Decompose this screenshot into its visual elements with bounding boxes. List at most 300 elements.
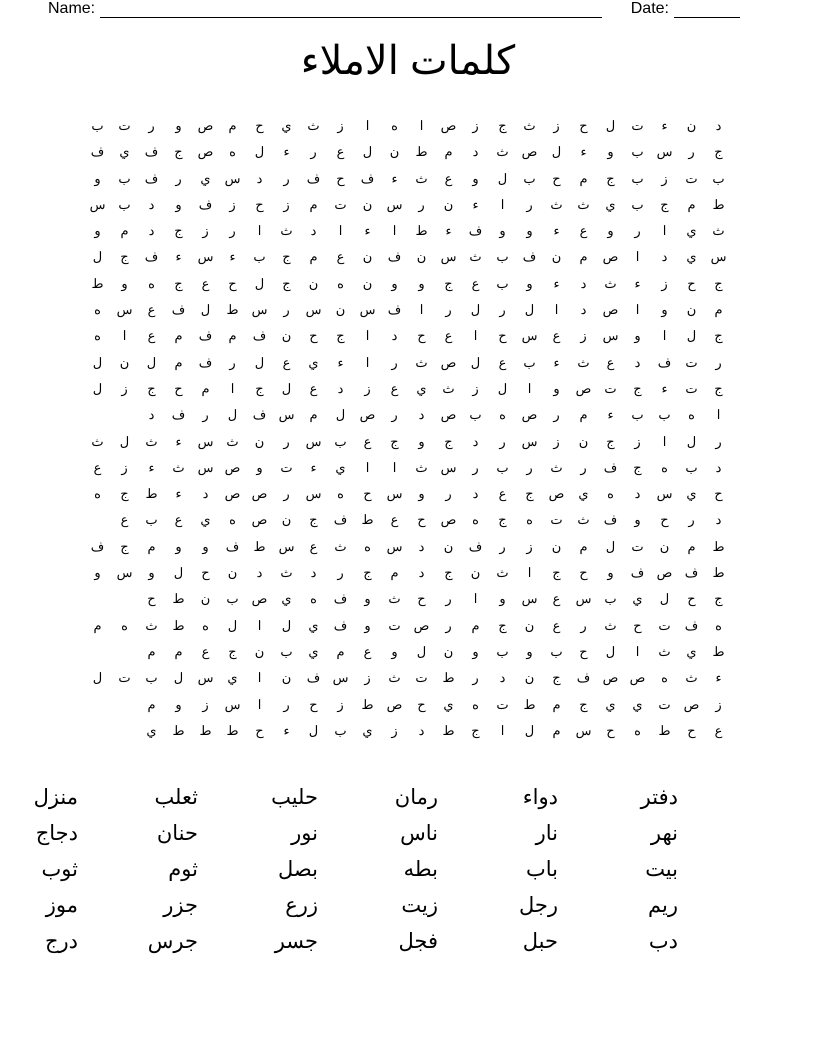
grid-letter[interactable]: ل xyxy=(551,144,562,160)
grid-letter[interactable]: و xyxy=(526,275,533,291)
grid-letter[interactable]: ي xyxy=(119,144,130,160)
grid-letter[interactable]: ج xyxy=(444,275,453,291)
grid-letter[interactable]: ص xyxy=(440,407,457,423)
grid-letter[interactable]: ر xyxy=(688,512,695,528)
grid-letter[interactable]: و xyxy=(553,380,560,396)
grid-letter[interactable]: ف xyxy=(171,302,186,318)
grid-letter[interactable]: ي xyxy=(686,249,697,265)
grid-letter[interactable]: ر xyxy=(283,486,290,502)
grid-letter[interactable]: ا xyxy=(365,328,370,344)
grid-letter[interactable]: ث xyxy=(712,223,725,239)
grid-letter[interactable]: د xyxy=(580,275,587,291)
grid-letter[interactable]: ب xyxy=(712,170,725,186)
grid-letter[interactable]: ح xyxy=(201,565,210,581)
grid-letter[interactable]: ع xyxy=(552,591,561,607)
grid-letter[interactable]: ا xyxy=(122,328,127,344)
grid-letter[interactable]: د xyxy=(472,144,479,160)
grid-letter[interactable]: و xyxy=(418,486,425,502)
grid-letter[interactable]: ب xyxy=(226,591,239,607)
grid-letter[interactable]: ب xyxy=(118,170,131,186)
grid-letter[interactable]: ث xyxy=(496,144,509,160)
grid-letter[interactable]: و xyxy=(175,118,182,133)
grid-letter[interactable]: و xyxy=(634,512,641,528)
grid-letter[interactable]: ء xyxy=(283,144,290,160)
grid-letter[interactable]: ه xyxy=(661,670,668,686)
grid-letter[interactable]: ص xyxy=(548,486,565,502)
grid-letter[interactable]: ل xyxy=(281,617,292,633)
grid-letter[interactable]: ل xyxy=(281,380,292,396)
date-blank-line[interactable] xyxy=(674,1,740,18)
grid-letter[interactable]: ث xyxy=(280,223,293,239)
grid-letter[interactable]: ع xyxy=(363,433,372,449)
grid-letter[interactable]: ت xyxy=(685,170,698,186)
grid-letter[interactable]: ب xyxy=(550,643,563,659)
grid-letter[interactable]: ي xyxy=(686,643,697,659)
grid-letter[interactable]: ا xyxy=(635,249,640,265)
grid-letter[interactable]: ث xyxy=(496,565,509,581)
grid-letter[interactable]: ع xyxy=(174,512,183,528)
grid-letter[interactable]: ث xyxy=(388,670,401,686)
grid-letter[interactable]: ث xyxy=(280,565,293,581)
grid-letter[interactable]: ط xyxy=(415,223,428,239)
grid-letter[interactable]: س xyxy=(386,538,403,554)
grid-letter[interactable]: ح xyxy=(228,275,237,291)
grid-letter[interactable]: ص xyxy=(251,486,268,502)
grid-letter[interactable]: د xyxy=(418,565,425,581)
grid-letter[interactable]: م xyxy=(174,354,183,370)
grid-letter[interactable]: ي xyxy=(443,696,454,712)
grid-letter[interactable]: و xyxy=(256,459,263,475)
grid-letter[interactable]: ج xyxy=(660,196,669,212)
grid-letter[interactable]: س xyxy=(521,591,538,607)
grid-letter[interactable]: ت xyxy=(496,696,509,712)
date-field[interactable] xyxy=(631,0,740,18)
grid-letter[interactable]: ص xyxy=(440,354,457,370)
grid-letter[interactable]: م xyxy=(579,407,588,423)
grid-letter[interactable]: ط xyxy=(712,565,725,581)
grid-letter[interactable]: ث xyxy=(307,118,320,133)
grid-letter[interactable]: ز xyxy=(634,433,641,449)
grid-letter[interactable]: م xyxy=(579,249,588,265)
grid-letter[interactable]: ج xyxy=(498,118,507,133)
grid-letter[interactable]: ج xyxy=(606,433,615,449)
grid-letter[interactable]: ن xyxy=(524,617,535,633)
grid-letter[interactable]: ه xyxy=(364,538,371,554)
grid-letter[interactable]: س xyxy=(224,170,241,186)
grid-letter[interactable]: ا xyxy=(257,617,262,633)
grid-letter[interactable]: ي xyxy=(308,643,319,659)
grid-letter[interactable]: ط xyxy=(361,696,374,712)
grid-letter[interactable]: ث xyxy=(91,433,104,449)
grid-letter[interactable]: ز xyxy=(229,196,236,212)
grid-letter[interactable]: ف xyxy=(387,249,402,265)
grid-letter[interactable]: ر xyxy=(445,591,452,607)
grid-letter[interactable]: ن xyxy=(308,275,319,291)
grid-letter[interactable]: ل xyxy=(254,144,265,160)
grid-letter[interactable]: ر xyxy=(337,565,344,581)
grid-letter[interactable]: ب xyxy=(469,407,482,423)
grid-letter[interactable]: ل xyxy=(92,670,103,686)
grid-letter[interactable]: ت xyxy=(631,538,644,554)
grid-letter[interactable]: ز xyxy=(526,538,533,554)
grid-letter[interactable]: س xyxy=(656,144,673,160)
grid-letter[interactable]: ج xyxy=(120,538,129,554)
grid-letter[interactable]: م xyxy=(336,643,345,659)
grid-letter[interactable]: ز xyxy=(391,722,398,738)
grid-letter[interactable]: ر xyxy=(283,433,290,449)
grid-letter[interactable]: ف xyxy=(198,328,213,344)
grid-letter[interactable]: د xyxy=(202,486,209,502)
grid-letter[interactable]: ي xyxy=(308,354,319,370)
grid-letter[interactable]: ع xyxy=(309,380,318,396)
grid-letter[interactable]: و xyxy=(472,170,479,186)
grid-letter[interactable]: ف xyxy=(630,565,645,581)
grid-letter[interactable]: ط xyxy=(712,538,725,554)
grid-letter[interactable]: ن xyxy=(200,591,211,607)
grid-letter[interactable]: س xyxy=(224,696,241,712)
grid-letter[interactable]: ا xyxy=(554,302,559,318)
grid-letter[interactable]: م xyxy=(147,696,156,712)
grid-letter[interactable]: ر xyxy=(229,223,236,239)
grid-letter[interactable]: و xyxy=(661,302,668,318)
grid-letter[interactable]: ء xyxy=(337,354,344,370)
grid-letter[interactable]: ث xyxy=(172,459,185,475)
grid-letter[interactable]: ه xyxy=(202,617,209,633)
grid-letter[interactable]: ع xyxy=(714,722,723,738)
grid-letter[interactable]: د xyxy=(472,486,479,502)
grid-letter[interactable]: ه xyxy=(499,407,506,423)
grid-letter[interactable]: ا xyxy=(527,380,532,396)
grid-letter[interactable]: ث xyxy=(604,275,617,291)
grid-letter[interactable]: ب xyxy=(631,196,644,212)
grid-letter[interactable]: س xyxy=(278,538,295,554)
grid-letter[interactable]: ح xyxy=(336,170,345,186)
grid-letter[interactable]: ر xyxy=(202,407,209,423)
grid-letter[interactable]: ل xyxy=(200,302,211,318)
grid-letter[interactable]: ص xyxy=(602,302,619,318)
grid-letter[interactable]: م xyxy=(309,407,318,423)
grid-letter[interactable]: ح xyxy=(309,328,318,344)
grid-letter[interactable]: ج xyxy=(444,433,453,449)
grid-letter[interactable]: ا xyxy=(473,591,478,607)
grid-letter[interactable]: ن xyxy=(551,249,562,265)
grid-letter[interactable]: ج xyxy=(363,565,372,581)
grid-letter[interactable]: ء xyxy=(553,354,560,370)
grid-letter[interactable]: ل xyxy=(335,407,346,423)
grid-letter[interactable]: ب xyxy=(631,407,644,423)
grid-letter[interactable]: ص xyxy=(656,565,673,581)
grid-letter[interactable]: ف xyxy=(144,249,159,265)
grid-letter[interactable]: ء xyxy=(580,144,587,160)
grid-letter[interactable]: ج xyxy=(282,275,291,291)
grid-letter[interactable]: ل xyxy=(686,328,697,344)
grid-letter[interactable]: ص xyxy=(521,144,538,160)
grid-letter[interactable]: ر xyxy=(499,538,506,554)
grid-letter[interactable]: ت xyxy=(280,459,293,475)
grid-letter[interactable]: س xyxy=(305,433,322,449)
grid-letter[interactable]: ء xyxy=(175,433,182,449)
grid-letter[interactable]: ل xyxy=(524,302,535,318)
grid-letter[interactable]: ع xyxy=(93,459,102,475)
grid-letter[interactable]: ء xyxy=(661,118,668,133)
grid-letter[interactable]: ث xyxy=(577,354,590,370)
grid-letter[interactable]: ج xyxy=(714,328,723,344)
grid-letter[interactable]: ع xyxy=(147,328,156,344)
grid-letter[interactable]: ا xyxy=(635,643,640,659)
grid-letter[interactable]: ء xyxy=(634,275,641,291)
grid-letter[interactable]: ص xyxy=(359,407,376,423)
grid-letter[interactable]: س xyxy=(575,591,592,607)
grid-letter[interactable]: ف xyxy=(333,617,348,633)
grid-letter[interactable]: ا xyxy=(527,565,532,581)
grid-letter[interactable]: و xyxy=(499,591,506,607)
grid-letter[interactable]: ه xyxy=(94,302,101,318)
grid-letter[interactable]: ج xyxy=(471,722,480,738)
grid-letter[interactable]: ت xyxy=(658,696,671,712)
grid-letter[interactable]: م xyxy=(174,328,183,344)
grid-letter[interactable]: ن xyxy=(389,144,400,160)
grid-letter[interactable]: ز xyxy=(553,118,560,133)
grid-letter[interactable]: س xyxy=(116,565,133,581)
grid-letter[interactable]: ه xyxy=(229,144,236,160)
grid-letter[interactable]: ي xyxy=(200,512,211,528)
grid-letter[interactable]: ن xyxy=(443,538,454,554)
grid-letter[interactable]: و xyxy=(607,223,614,239)
grid-letter[interactable]: س xyxy=(116,302,133,318)
grid-letter[interactable]: ع xyxy=(363,643,372,659)
grid-letter[interactable]: س xyxy=(197,249,214,265)
grid-letter[interactable]: م xyxy=(687,196,696,212)
grid-letter[interactable]: ل xyxy=(497,170,508,186)
name-blank-line[interactable] xyxy=(100,1,602,18)
grid-letter[interactable]: ط xyxy=(712,643,725,659)
grid-letter[interactable]: ر xyxy=(715,354,722,370)
grid-letter[interactable]: ع xyxy=(147,302,156,318)
grid-letter[interactable]: ص xyxy=(413,617,430,633)
grid-letter[interactable]: ف xyxy=(603,512,618,528)
grid-letter[interactable]: ر xyxy=(688,144,695,160)
grid-letter[interactable]: ن xyxy=(281,328,292,344)
grid-letter[interactable]: ت xyxy=(685,354,698,370)
grid-letter[interactable]: ع xyxy=(390,380,399,396)
grid-letter[interactable]: ه xyxy=(661,459,668,475)
grid-letter[interactable]: ي xyxy=(605,196,616,212)
grid-letter[interactable]: ن xyxy=(335,302,346,318)
grid-letter[interactable]: ر xyxy=(175,170,182,186)
grid-letter[interactable]: ج xyxy=(498,617,507,633)
grid-letter[interactable]: ر xyxy=(472,459,479,475)
grid-letter[interactable]: ع xyxy=(336,144,345,160)
grid-letter[interactable]: ع xyxy=(201,275,210,291)
grid-letter[interactable]: ز xyxy=(553,433,560,449)
grid-letter[interactable]: ا xyxy=(716,407,721,423)
grid-letter[interactable]: و xyxy=(607,144,614,160)
grid-letter[interactable]: ج xyxy=(714,275,723,291)
grid-letter[interactable]: ي xyxy=(578,486,589,502)
grid-letter[interactable]: و xyxy=(526,223,533,239)
grid-letter[interactable]: ز xyxy=(283,196,290,212)
grid-letter[interactable]: ء xyxy=(553,223,560,239)
grid-letter[interactable]: م xyxy=(120,223,129,239)
grid-letter[interactable]: ر xyxy=(418,196,425,212)
grid-letter[interactable]: ه xyxy=(121,617,128,633)
grid-letter[interactable]: ح xyxy=(417,591,426,607)
grid-letter[interactable]: ب xyxy=(496,643,509,659)
grid-letter[interactable]: م xyxy=(147,538,156,554)
grid-letter[interactable]: و xyxy=(94,223,101,239)
grid-letter[interactable]: ث xyxy=(577,196,590,212)
grid-letter[interactable]: د xyxy=(418,722,425,738)
grid-letter[interactable]: ث xyxy=(415,354,428,370)
grid-letter[interactable]: ص xyxy=(197,144,214,160)
grid-letter[interactable]: ر xyxy=(580,459,587,475)
grid-letter[interactable]: س xyxy=(386,196,403,212)
grid-letter[interactable]: ر xyxy=(472,670,479,686)
grid-letter[interactable]: ز xyxy=(202,223,209,239)
grid-letter[interactable]: ج xyxy=(714,591,723,607)
grid-letter[interactable]: ح xyxy=(417,328,426,344)
grid-letter[interactable]: ف xyxy=(684,617,699,633)
grid-letter[interactable]: م xyxy=(174,643,183,659)
grid-letter[interactable]: ف xyxy=(198,196,213,212)
grid-letter[interactable]: ي xyxy=(362,722,373,738)
grid-letter[interactable]: ف xyxy=(603,459,618,475)
grid-letter[interactable]: ح xyxy=(417,696,426,712)
grid-letter[interactable]: ل xyxy=(470,354,481,370)
grid-letter[interactable]: ح xyxy=(255,722,264,738)
grid-letter[interactable]: ل xyxy=(659,591,670,607)
grid-letter[interactable]: ن xyxy=(443,643,454,659)
grid-letter[interactable]: ن xyxy=(470,565,481,581)
grid-letter[interactable]: ز xyxy=(364,670,371,686)
grid-letter[interactable]: ب xyxy=(145,512,158,528)
grid-letter[interactable]: ط xyxy=(442,722,455,738)
grid-letter[interactable]: س xyxy=(575,722,592,738)
grid-letter[interactable]: ر xyxy=(526,196,533,212)
grid-letter[interactable]: ث xyxy=(145,617,158,633)
grid-letter[interactable]: و xyxy=(364,591,371,607)
grid-letter[interactable]: ب xyxy=(118,196,131,212)
grid-letter[interactable]: ف xyxy=(144,144,159,160)
grid-letter[interactable]: ف xyxy=(144,170,159,186)
grid-letter[interactable]: ن xyxy=(119,354,130,370)
grid-letter[interactable]: ح xyxy=(579,565,588,581)
grid-letter[interactable]: ا xyxy=(392,223,397,239)
grid-letter[interactable]: ج xyxy=(255,380,264,396)
grid-letter[interactable]: ر xyxy=(283,170,290,186)
grid-letter[interactable]: ت xyxy=(118,118,131,133)
grid-letter[interactable]: ط xyxy=(172,617,185,633)
grid-letter[interactable]: ص xyxy=(521,407,538,423)
grid-letter[interactable]: ف xyxy=(306,170,321,186)
grid-letter[interactable]: ب xyxy=(334,722,347,738)
grid-letter[interactable]: ث xyxy=(334,538,347,554)
grid-letter[interactable]: م xyxy=(309,249,318,265)
grid-letter[interactable]: س xyxy=(386,486,403,502)
grid-letter[interactable]: ث xyxy=(388,591,401,607)
grid-letter[interactable]: ز xyxy=(202,696,209,712)
grid-letter[interactable]: ص xyxy=(440,512,457,528)
grid-letter[interactable]: م xyxy=(228,328,237,344)
grid-letter[interactable]: ح xyxy=(579,643,588,659)
grid-letter[interactable]: ه xyxy=(607,486,614,502)
grid-letter[interactable]: ث xyxy=(658,643,671,659)
grid-letter[interactable]: ل xyxy=(416,643,427,659)
grid-letter[interactable]: ج xyxy=(390,433,399,449)
grid-letter[interactable]: و xyxy=(175,196,182,212)
grid-letter[interactable]: ت xyxy=(658,617,671,633)
grid-letter[interactable]: ف xyxy=(387,302,402,318)
grid-letter[interactable]: ا xyxy=(338,223,343,239)
grid-letter[interactable]: ي xyxy=(632,696,643,712)
grid-letter[interactable]: ء xyxy=(661,380,668,396)
grid-letter[interactable]: ل xyxy=(92,380,103,396)
grid-letter[interactable]: ل xyxy=(308,722,319,738)
grid-letter[interactable]: ز xyxy=(364,380,371,396)
grid-letter[interactable]: د xyxy=(499,670,506,686)
grid-letter[interactable]: س xyxy=(521,433,538,449)
grid-letter[interactable]: ج xyxy=(714,144,723,160)
grid-letter[interactable]: ف xyxy=(333,591,348,607)
grid-letter[interactable]: ف xyxy=(522,249,537,265)
grid-letter[interactable]: ص xyxy=(440,118,457,133)
grid-letter[interactable]: ل xyxy=(470,302,481,318)
grid-letter[interactable]: ح xyxy=(363,486,372,502)
grid-letter[interactable]: ج xyxy=(120,486,129,502)
grid-letter[interactable]: ث xyxy=(226,433,239,449)
grid-letter[interactable]: ج xyxy=(174,144,183,160)
grid-letter[interactable]: ص xyxy=(683,696,700,712)
grid-letter[interactable]: ا xyxy=(500,196,505,212)
grid-letter[interactable]: ب xyxy=(496,275,509,291)
grid-letter[interactable]: ط xyxy=(172,591,185,607)
grid-letter[interactable]: ح xyxy=(687,275,696,291)
grid-letter[interactable]: س xyxy=(197,433,214,449)
grid-letter[interactable]: ل xyxy=(173,670,184,686)
grid-letter[interactable]: ط xyxy=(145,486,158,502)
grid-letter[interactable]: ه xyxy=(229,512,236,528)
grid-letter[interactable]: ء xyxy=(229,249,236,265)
grid-letter[interactable]: ه xyxy=(337,275,344,291)
grid-letter[interactable]: ت xyxy=(631,118,644,133)
grid-letter[interactable]: م xyxy=(228,118,237,133)
grid-letter[interactable]: ل xyxy=(146,354,157,370)
grid-letter[interactable]: و xyxy=(526,643,533,659)
grid-letter[interactable]: ح xyxy=(498,328,507,344)
grid-letter[interactable]: ن xyxy=(686,302,697,318)
grid-letter[interactable]: ط xyxy=(658,722,671,738)
grid-letter[interactable]: ث xyxy=(577,512,590,528)
grid-letter[interactable]: ف xyxy=(90,144,105,160)
grid-letter[interactable]: ه xyxy=(94,486,101,502)
grid-letter[interactable]: ن xyxy=(227,565,238,581)
grid-letter[interactable]: د xyxy=(148,223,155,239)
grid-letter[interactable]: ف xyxy=(468,223,483,239)
grid-letter[interactable]: ي xyxy=(416,380,427,396)
grid-letter[interactable]: ن xyxy=(443,196,454,212)
grid-letter[interactable]: ا xyxy=(230,380,235,396)
grid-letter[interactable]: ج xyxy=(336,328,345,344)
grid-letter[interactable]: ج xyxy=(174,275,183,291)
grid-letter[interactable]: د xyxy=(337,380,344,396)
grid-letter[interactable]: ح xyxy=(417,512,426,528)
grid-letter[interactable]: ج xyxy=(309,512,318,528)
grid-letter[interactable]: ج xyxy=(552,565,561,581)
grid-letter[interactable]: ص xyxy=(629,670,646,686)
grid-letter[interactable]: س xyxy=(656,486,673,502)
grid-letter[interactable]: ب xyxy=(280,643,293,659)
grid-letter[interactable]: ن xyxy=(578,433,589,449)
